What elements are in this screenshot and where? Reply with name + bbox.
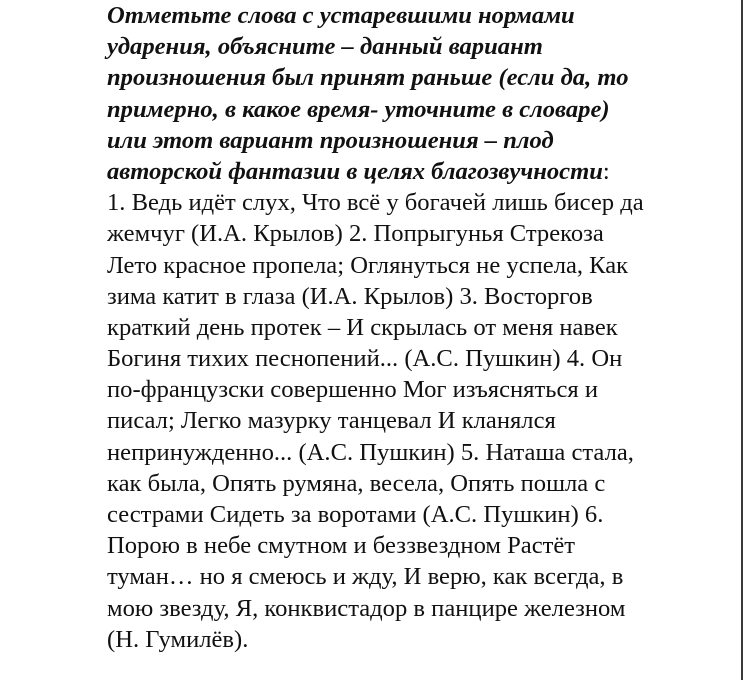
instruction-line: произношения был принят раньше (если да, то — [107, 64, 629, 92]
instruction-line: Отметьте слова с устаревшими нормами — [107, 2, 575, 29]
poem-line: жемчуг (И.А. Крылов) 2. Попрыгунья Стрекоза — [107, 220, 604, 248]
poem-line: Богиня тихих песнопений... (А.С. Пушкин) 4. Он — [107, 345, 623, 373]
instruction-line: или этот вариант произношения – плод — [107, 126, 554, 154]
poem-line: зима катит в глаза (И.А. Крылов) 3. Восторгов — [107, 282, 593, 310]
poem-line: мою звезду, Я, конквистадор в панцире железном — [107, 594, 626, 622]
instruction-line: авторской фантазии в целях благозвучности — [107, 157, 603, 185]
poem-line: 1. Ведь идёт слух, Что всё у богачей лишь бисер да — [107, 189, 644, 217]
poem-line: краткий день протек – И скрылась от меня навек — [107, 313, 618, 341]
poem-line: по-французски совершенно Мог изъясняться и — [107, 376, 598, 404]
instruction-line: примерно, в какое время- уточните в словаре) — [107, 95, 610, 123]
instruction-last-line — [107, 156, 697, 187]
poem-line: Лето красное пропела; Оглянуться не успела, Как — [107, 251, 629, 279]
exercise-text — [107, 0, 697, 655]
poem-line: Порою в небе смутном и беззвездном Растёт — [107, 532, 576, 560]
poem-line: (Н. Гумилёв). — [107, 625, 249, 653]
instruction-line: ударения, объясните – данный вариант — [107, 33, 543, 61]
page-edge-divider — [741, 0, 743, 680]
poem-line: как была, Опять румяна, весела, Опять пошла с — [107, 469, 606, 497]
poem-line: сестрами Сидеть за воротами (А.С. Пушкин) 6. — [107, 501, 604, 528]
poem-line: писал; Легко мазурку танцевал И кланялся — [107, 407, 556, 435]
poem-line: туман… но я смеюсь и жду, И верю, как всегда, в — [107, 563, 624, 591]
instruction-colon: : — [602, 157, 610, 185]
poem-line: непринужденно... (А.С. Пушкин) 5. Наташа стала, — [107, 438, 634, 466]
